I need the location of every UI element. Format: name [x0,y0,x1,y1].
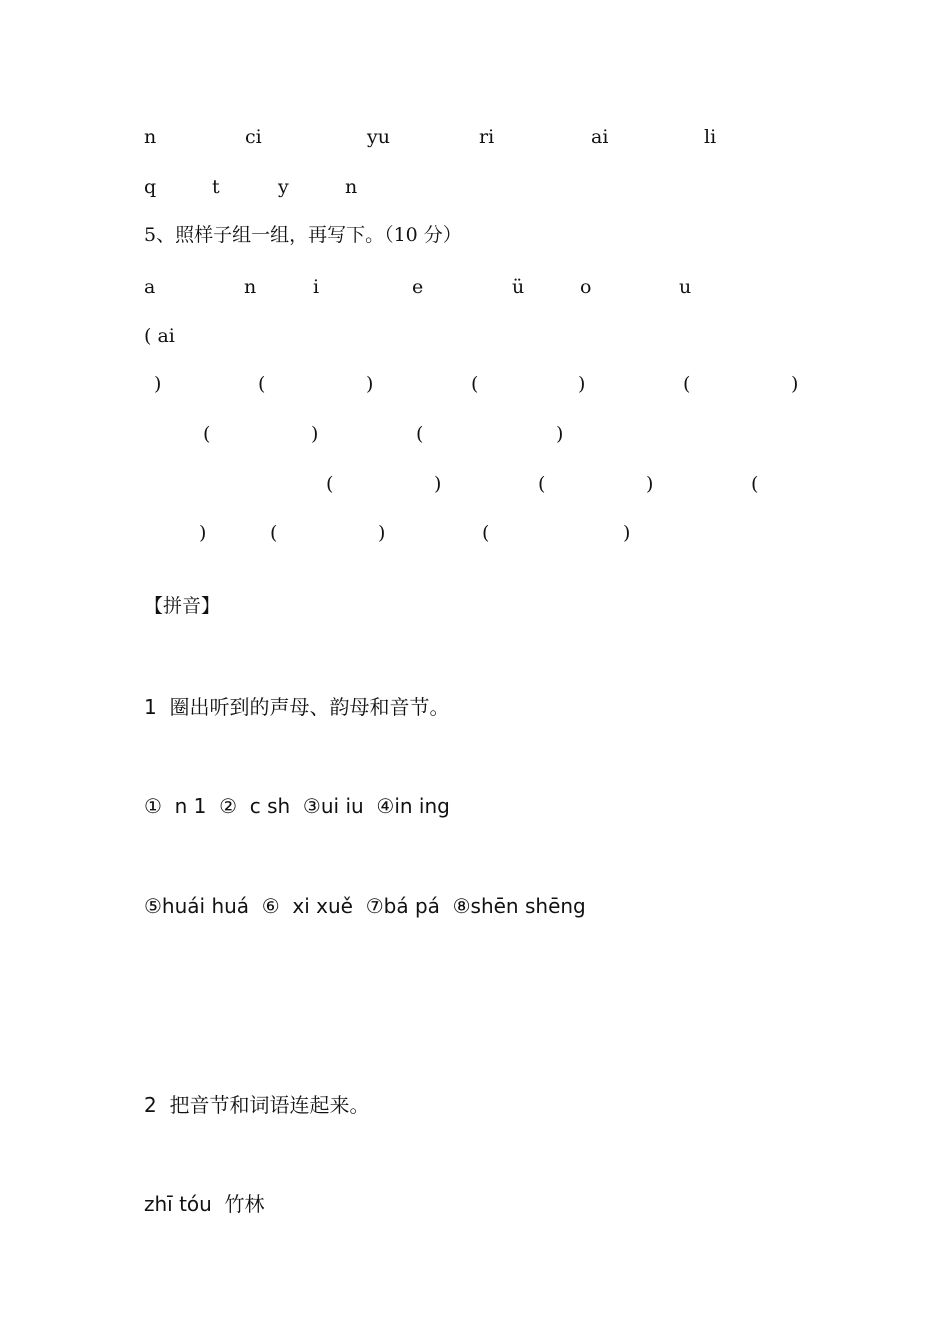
paren-open: ( [751,473,759,495]
row1-item-1: n [144,126,157,148]
paren-open: ( [258,373,266,395]
pinyin-section-header: 【拼音】 [144,595,221,617]
row2-item-1: q [144,176,157,198]
row1-item-2: ci [245,126,262,148]
row1-item-5: ai [591,126,609,148]
row4-item-5: ü [512,276,525,298]
paren-close: ) [366,373,374,395]
row4-item-6: o [580,276,592,298]
paren-close: ) [791,373,799,395]
paren-close: ) [646,473,654,495]
paren-close: ) [434,473,442,495]
paren-close: ) [154,373,162,395]
row1-item-4: ri [479,126,495,148]
paren-open: ( [471,373,479,395]
paren-close: ) [378,522,386,544]
row4-item-7: u [679,276,692,298]
paren-close: ) [199,522,207,544]
question-2-match-line-1: zhī tóu 竹林 [144,1192,265,1216]
row2-item-4: n [345,176,358,198]
question-1-options-line-1: ① n 1 ② c sh ③ui iu ④in ing [144,794,450,818]
paren-open: ( [326,473,334,495]
question-2-title: 2 把音节和词语连起来。 [144,1093,370,1117]
paren-open: ( [683,373,691,395]
paren-close: ) [578,373,586,395]
paren-close: ) [623,522,631,544]
row4-item-3: i [313,276,320,298]
paren-open: ( [416,423,424,445]
row4-item-1: a [144,276,156,298]
row1-item-6: li [704,126,717,148]
paren-open: ( [270,522,278,544]
paren-close: ) [556,423,564,445]
question-1-title: 1 圈出听到的声母、韵母和音节。 [144,695,450,719]
paren-close: ) [311,423,319,445]
paren-open: ( [482,522,490,544]
example-answer: ( ai [144,325,175,347]
question-1-options-line-2: ⑤huái huá ⑥ xi xuě ⑦bá pá ⑧shēn shēng [144,894,586,918]
paren-open: ( [203,423,211,445]
paren-open: ( [538,473,546,495]
row2-item-2: t [212,176,220,198]
row4-item-4: e [412,276,424,298]
row2-item-3: y [278,176,289,198]
row4-item-2: n [244,276,257,298]
section-5-title: 5、照样子组一组，再写下。（10 分） [144,224,462,246]
row1-item-3: yu [367,126,390,148]
